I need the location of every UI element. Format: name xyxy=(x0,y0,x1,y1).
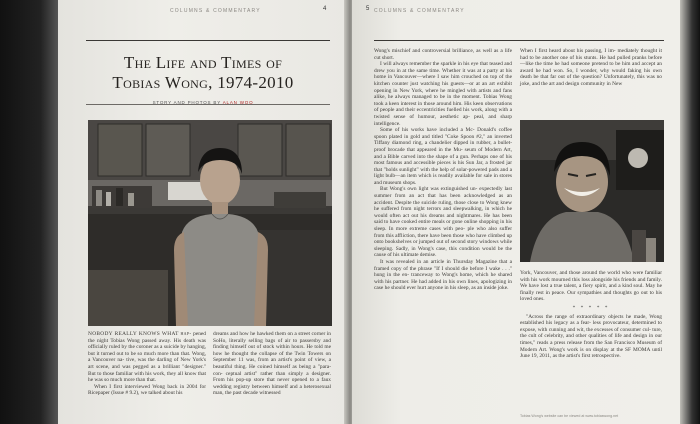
right-column-2-bottom xyxy=(520,270,662,360)
right-col2-p2: York, Vancouver, and those around the world who were familiar with his work mourned this loss alongside his friends and family. We have lost a true talent, a fiery spirit, and a kind soul. May he finally rest in peace. Our sympathies and thoughts go out to his loved ones. xyxy=(520,270,662,303)
byline xyxy=(58,100,348,105)
background-left xyxy=(0,0,58,424)
left-col1-text: pened the night Tobias Wong passed away. His death was officially ruled by the coroner as a suicide by hanging, but it turned out to be so much more than that. Wong, a Vancouver na- tive, was the darling of New York's art scene, and was pegged as a brilliant "designer." But to those familiar with his work, they all know that he was so much more than that. xyxy=(88,331,206,384)
byline-author: ALAN WOO xyxy=(222,100,254,105)
article-title xyxy=(58,53,348,93)
page-number-left: 4 xyxy=(323,6,327,12)
right-col1-p3: Some of his works have included a Mc- Donald's coffee spoon plated in gold and titled "Coke Spoon #2," an inverted Tiffany diamond ring, a chandelier dipped in rubber, a bullet-proof brocade that appeared in the Mu- seum of Modern Art, and a Bible carved into the shape of a gun. Perhaps one of his most famous and accessible pieces is his Sun Jar, a frosted jar that "holds sunlight" with the help of solar-powered pads and a light bulb—an item which is readily available for sale in stores and museum shops. xyxy=(374,127,512,186)
left-col2-text: dreams and how he hawked them on a street corner in SoHo, literally selling bags of air to passersby and finding himself out of stock within hours. He told me how he thought the collapse of the Twin Towers on September 11 was, from an artist's point of view, a beautiful thing. He coined himself as being a "para-con- ceptual artist" rather than simply a designer. From his pop-up store that never opened to a faux wedding registry between himself and a heterosexual man, the past decade witnessed xyxy=(213,331,331,397)
running-head-left: COLUMNS & COMMENTARY xyxy=(170,8,261,14)
left-column-1 xyxy=(88,331,206,397)
portrait-photo xyxy=(88,120,332,326)
background-right xyxy=(680,0,700,424)
right-column-1 xyxy=(374,48,512,292)
running-head-right: COLUMNS & COMMENTARY xyxy=(374,8,465,14)
left-column-2 xyxy=(213,331,331,397)
portrait-photo-image xyxy=(88,120,332,326)
title-line-2: Tobias Wong, 1974-2010 xyxy=(112,73,294,92)
right-col2-p1: When I first heard about his passing, I im- mediately thought it had to be another one of his stunts. He had pulled pranks before—like the time he had someone pretend to be him and accept an award he had won. So, I wonder, why would faking his own death be that far out of the question? Unfortunately, this was no joke, and the art and design community in New xyxy=(520,48,662,87)
smiling-photo-image xyxy=(520,120,664,262)
byline-prefix: STORY AND PHOTOS BY xyxy=(152,100,221,105)
article-lead: NOBODY REALLY KNOWS WHAT hap- xyxy=(88,331,192,337)
section-ornament: * * * * * xyxy=(572,304,610,311)
right-col1-p4: But Wong's own light was extinguished un- expectedly last summer from an act that has been acknowledged as an accident. Despite the suicide ruling, those close to Wong knew he suffered from night terrors and sleepwalking, in which he would often act out his dreams and nightmares. He has been said to have cooked entire meals or gone online shopping in his sleep. In more extreme cases with peo- ple who also suffer from this affliction, there have been those who have climbed up onto bookshelves or jumped out of second story windows while sleeping. Sadly, in Wong's case, this condition would be the cause of his ultimate demise. xyxy=(374,186,512,259)
right-col1-p2: I will always remember the sparkle in his eye that teased and drew you in at the same time. Whether it was at a party at his home in Vancouver—where I saw him crouched on top of the kitchen counter just watching his guests—or at an art exhibit opening in New York, where he mingled with artists and fans alike, he always managed to be in the moment. Tobias Wong took a keen interest in those around him. His keen observations of people and their eccentricities fuelled his work, along with a twisted sense of humour, aesthetic ap- peal, and sharp intelligence. xyxy=(374,61,512,127)
page-number-right: 5 xyxy=(366,6,370,12)
right-column-2-top xyxy=(520,48,662,88)
title-rule-top xyxy=(86,40,330,41)
right-col1-p5: It was revealed in an article in Thursday Magazine that a framed copy of the phrase "If I should die before I wake . . ." hung in the en- tranceway to Wong's home, which he shared with his partner. He had added in his own lines, apologizing in case he should ever hurt anyone in his sleep, as an inside joke. xyxy=(374,259,512,292)
top-rule-right xyxy=(374,40,664,41)
right-col2-p3: "Across the range of extraordinary objects he made, Wong established his legacy as a fear- less provocateur, determined to expose, with cunning and wit, the excesses of consumer cul- ture, the cult of celebrity, and other qualities of life and design in our times," reads a press release from the San Francisco Museum of Modern Art. Wong's work is on display at the SF MOMA until June 19, 2011, as the artist's first retrospective. xyxy=(520,313,662,360)
right-col1-p1: Wong's mischief and controversial brilliance, as well as a life cut short. xyxy=(374,48,512,61)
right-page xyxy=(352,0,680,424)
smiling-photo xyxy=(520,120,664,262)
footnote: Tobias Wong's website can be viewed at www.tobiaswong.net xyxy=(520,414,619,418)
title-line-1: The Life and Times of xyxy=(123,53,283,72)
left-col1-text2: When I first interviewed Wong back in 2004 for Ricepaper (Issue # 9.2), we talked about his xyxy=(88,383,206,397)
left-page xyxy=(58,0,348,424)
